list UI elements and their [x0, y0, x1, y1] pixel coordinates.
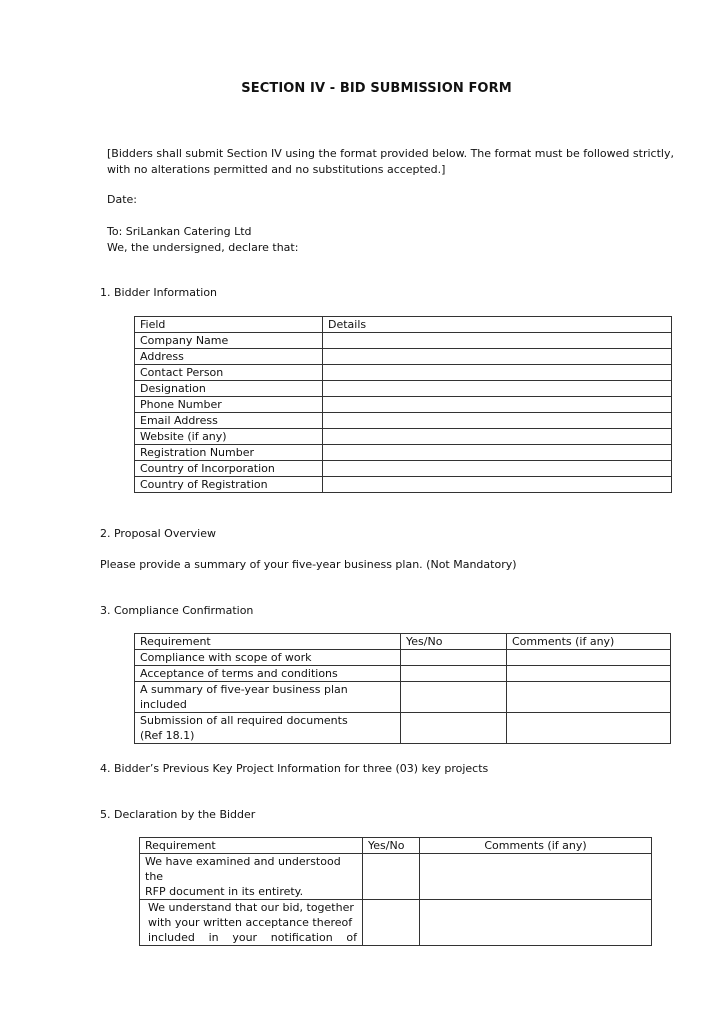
table-row	[140, 900, 652, 946]
table-row	[135, 666, 671, 682]
requirement-text: We have examined and understood the	[145, 855, 341, 883]
requirement-cell	[135, 682, 401, 713]
details-cell[interactable]	[323, 413, 672, 429]
field-label: Company Name	[135, 333, 323, 349]
table-row	[135, 333, 672, 349]
compliance-confirmation-table	[134, 633, 671, 744]
field-label: Phone Number	[135, 397, 323, 413]
table-row	[135, 381, 672, 397]
comments-cell[interactable]	[507, 666, 671, 682]
yes-no-cell[interactable]	[401, 666, 507, 682]
requirement-cell	[135, 650, 401, 666]
section-2-heading: 2. Proposal Overview	[100, 527, 216, 540]
page-title: SECTION IV - BID SUBMISSION FORM	[241, 81, 512, 96]
requirement-text: A summary of five-year business plan	[140, 683, 348, 696]
yes-no-cell[interactable]	[401, 713, 507, 744]
table-row	[140, 854, 652, 900]
column-header-yes-no: Yes/No	[363, 838, 420, 854]
requirement-text: Compliance with scope of work	[140, 651, 312, 664]
field-label: Email Address	[135, 413, 323, 429]
details-cell[interactable]	[323, 461, 672, 477]
requirement-cell	[140, 900, 363, 946]
table-row	[135, 445, 672, 461]
requirement-text-cont: (Ref 18.1)	[140, 729, 195, 742]
section-5-heading: 5. Declaration by the Bidder	[100, 808, 256, 821]
table-row	[135, 413, 672, 429]
table-row	[135, 477, 672, 493]
declare-line: We, the undersigned, declare that:	[107, 240, 299, 254]
details-cell[interactable]	[323, 477, 672, 493]
table-header-row	[135, 634, 671, 650]
details-cell[interactable]	[323, 381, 672, 397]
section-4-heading: 4. Bidder’s Previous Key Project Information for three (03) key projects	[100, 762, 489, 775]
table-row	[135, 682, 671, 713]
requirement-text: We understand that our bid, together	[148, 901, 354, 914]
table-row	[135, 365, 672, 381]
requirement-text: Acceptance of terms and conditions	[140, 667, 338, 680]
column-header-comments: Comments (if any)	[420, 838, 652, 854]
requirement-text-cont: included	[140, 698, 187, 711]
field-label: Registration Number	[135, 445, 323, 461]
column-header-requirement: Requirement	[140, 838, 363, 854]
comments-cell[interactable]	[420, 854, 652, 900]
details-cell[interactable]	[323, 397, 672, 413]
section-3-heading: 3. Compliance Confirmation	[100, 604, 254, 617]
field-label: Country of Incorporation	[135, 461, 323, 477]
requirement-cell	[140, 854, 363, 900]
table-header-row	[135, 317, 672, 333]
section-1-heading: 1. Bidder Information	[100, 286, 218, 299]
column-header-details: Details	[323, 317, 672, 333]
details-cell[interactable]	[323, 445, 672, 461]
table-row	[135, 650, 671, 666]
requirement-text-cont: with your written acceptance thereof	[148, 916, 353, 929]
yes-no-cell[interactable]	[401, 682, 507, 713]
table-row	[135, 397, 672, 413]
column-header-yes-no: Yes/No	[401, 634, 507, 650]
proposal-overview-text: Please provide a summary of your five-year business plan. (Not Mandatory)	[100, 558, 517, 571]
date-label: Date:	[107, 193, 137, 206]
to-line: To: SriLankan Catering Ltd	[107, 225, 252, 238]
details-cell[interactable]	[323, 429, 672, 445]
requirement-cell	[135, 666, 401, 682]
instructions	[107, 146, 674, 177]
yes-no-cell[interactable]	[363, 854, 420, 900]
instruction-line-2: with no alterations permitted and no substitutions accepted.]	[107, 162, 446, 176]
comments-cell[interactable]	[420, 900, 652, 946]
requirement-text: Submission of all required documents	[140, 714, 348, 727]
comments-cell[interactable]	[507, 682, 671, 713]
yes-no-cell[interactable]	[363, 900, 420, 946]
column-header-requirement: Requirement	[135, 634, 401, 650]
table-row	[135, 429, 672, 445]
details-cell[interactable]	[323, 365, 672, 381]
table-row	[135, 713, 671, 744]
requirement-text-cont: included in your notification of	[148, 931, 357, 944]
details-cell[interactable]	[323, 333, 672, 349]
table-row	[135, 349, 672, 365]
requirement-cell	[135, 713, 401, 744]
field-label: Address	[135, 349, 323, 365]
column-header-comments: Comments (if any)	[507, 634, 671, 650]
field-label: Contact Person	[135, 365, 323, 381]
yes-no-cell[interactable]	[401, 650, 507, 666]
declaration-table	[139, 837, 652, 946]
field-label: Website (if any)	[135, 429, 323, 445]
bidder-information-table	[134, 316, 672, 493]
table-header-row	[140, 838, 652, 854]
field-label: Country of Registration	[135, 477, 323, 493]
instruction-line-1: [Bidders shall submit Section IV using the format provided below. The format must be followed strictly,	[107, 147, 674, 160]
addressee-block	[107, 224, 298, 255]
comments-cell[interactable]	[507, 713, 671, 744]
table-row	[135, 461, 672, 477]
field-label: Designation	[135, 381, 323, 397]
requirement-text-cont: RFP document in its entirety.	[145, 885, 304, 898]
comments-cell[interactable]	[507, 650, 671, 666]
details-cell[interactable]	[323, 349, 672, 365]
column-header-field: Field	[135, 317, 323, 333]
